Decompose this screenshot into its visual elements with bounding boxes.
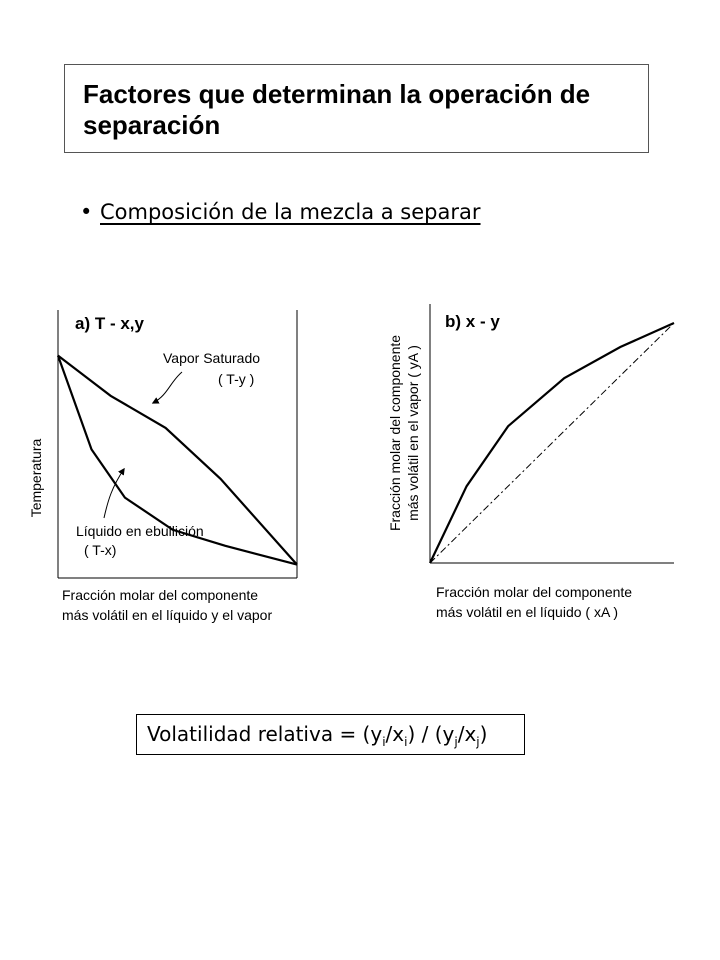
- chart-a-ylabel: Temperatura: [28, 438, 44, 518]
- chart-a-annotation-liquid-sub: ( T-x): [84, 542, 117, 558]
- chart-b-series-diagonal: [430, 323, 674, 563]
- formula-mid-3: /x: [457, 722, 477, 746]
- chart-b-ylabel-line1: Fracción molar del componente: [387, 334, 403, 532]
- chart-b-xlabel-line2: más volátil en el líquido ( xA ): [436, 604, 619, 620]
- chart-b: [387, 304, 674, 620]
- relative-volatility-formula: [136, 714, 525, 755]
- formula-sub-4: j: [476, 735, 480, 749]
- chart-a-title: a) T - x,y: [75, 314, 144, 333]
- chart-a-annotation-vapor-sub: ( T-y ): [218, 371, 255, 387]
- formula-prefix: Volatilidad relativa = (y: [147, 722, 383, 746]
- slide-title: Factores que determinan la operación de separación: [83, 79, 591, 140]
- chart-a-annotation-liquid: Líquido en ebullición: [76, 523, 204, 539]
- formula-sub-1: i: [382, 735, 386, 749]
- bullet-symbol: •: [80, 200, 93, 224]
- formula-mid-2: ) / (y: [407, 722, 455, 746]
- formula-sub-2: i: [404, 735, 408, 749]
- bullet-text: Composición de la mezcla a separar: [100, 200, 481, 224]
- chart-a: [28, 310, 297, 623]
- chart-a-vapor-arrow: [153, 372, 182, 403]
- chart-a-xlabel-line2: más volátil en el líquido y el vapor: [62, 607, 273, 623]
- formula-sub-3: j: [454, 735, 458, 749]
- formula-mid-1: /x: [385, 722, 405, 746]
- chart-b-xlabel-line1: Fracción molar del componente: [436, 584, 633, 600]
- chart-a-xlabel-line1: Fracción molar del componente: [62, 587, 259, 603]
- chart-b-title: b) x - y: [445, 312, 500, 331]
- formula-suffix: ): [479, 722, 488, 746]
- chart-b-ylabel-line2: más volátil en el vapor ( yA ): [405, 345, 421, 521]
- chart-a-annotation-vapor: Vapor Saturado: [163, 350, 261, 366]
